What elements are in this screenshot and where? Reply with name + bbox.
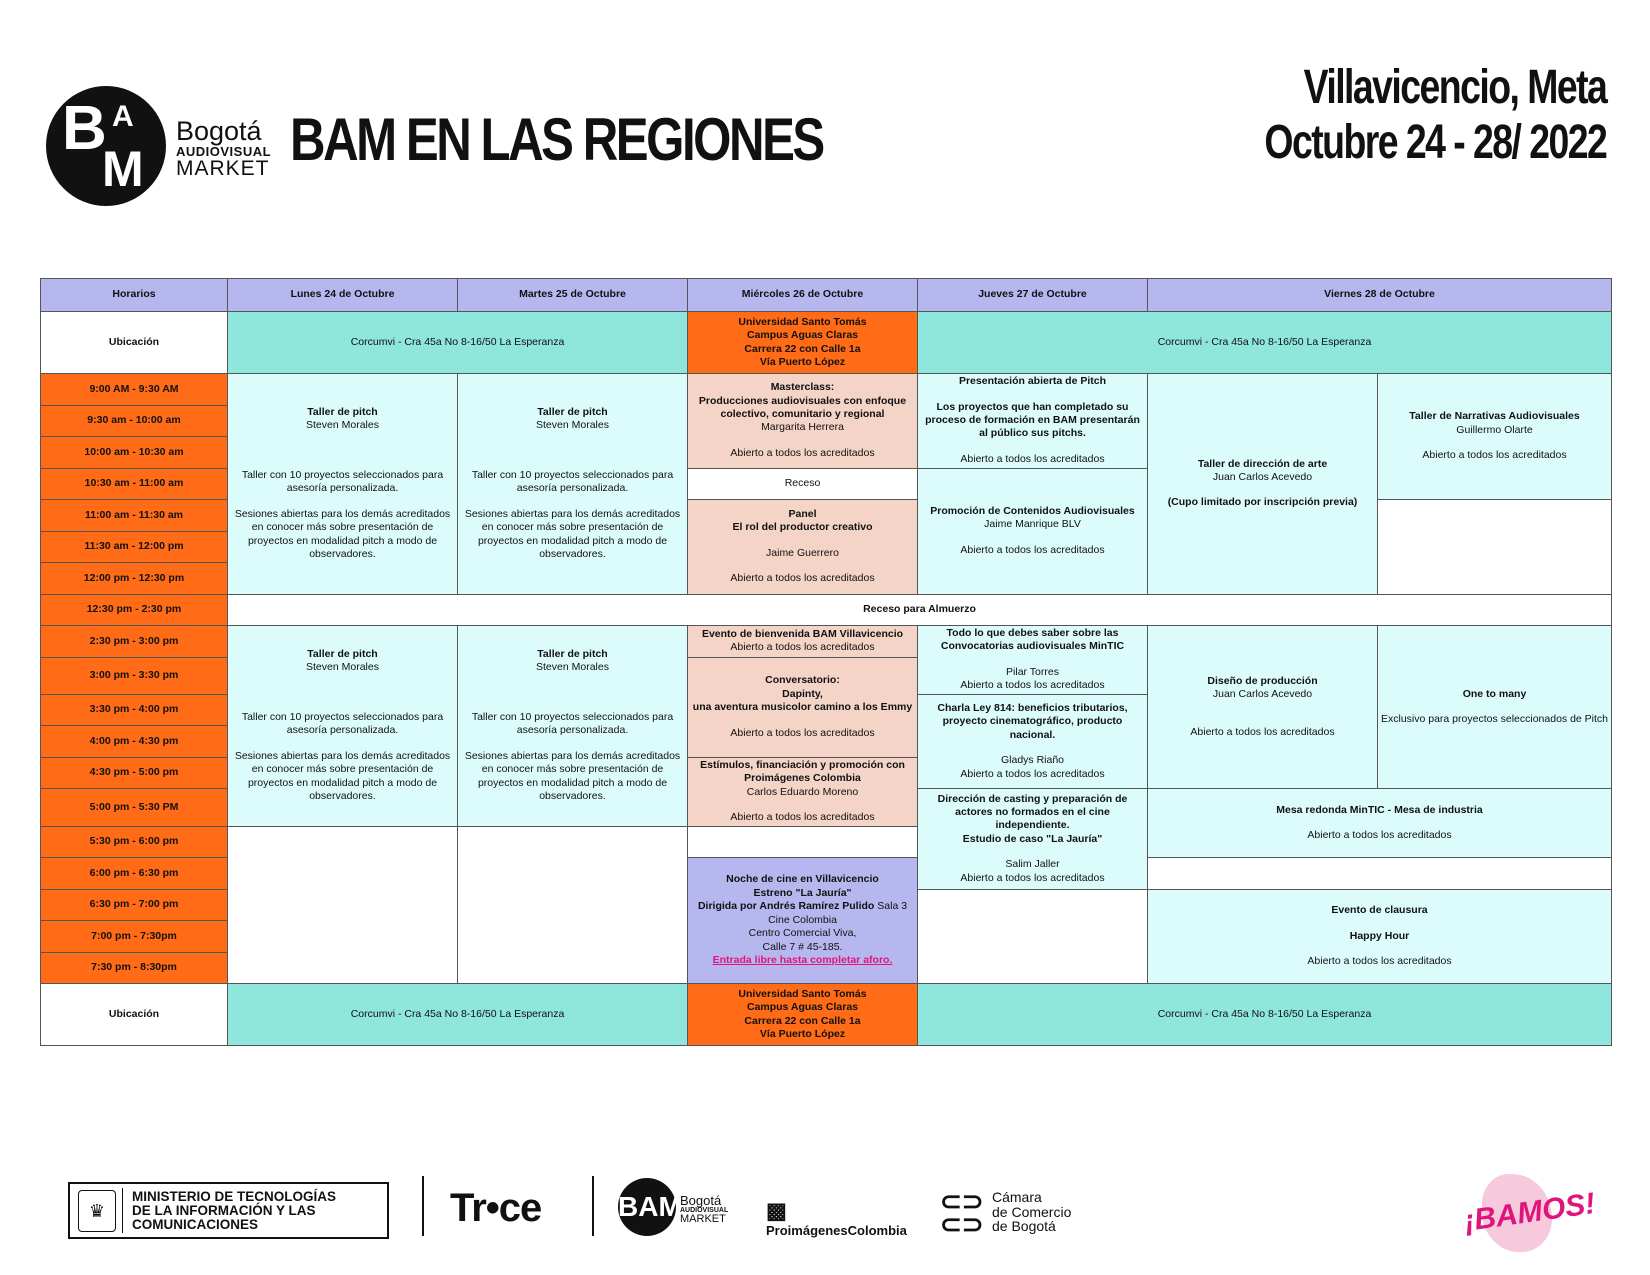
proimagenes-icon: ▩ [766,1198,787,1223]
event-access: Abierto a todos los acreditados [1422,449,1567,462]
event-title: Dirección de casting y preparación de actores no formados en el cine independiente. [937,792,1128,832]
event-title: Todo lo que debes saber sobre las [946,627,1119,639]
event-desc: Exclusivo para proyectos seleccionados de Pitch [1380,713,1609,726]
time-slot: 12:30 pm - 2:30 pm [41,594,228,626]
event-desc: Taller con 10 proyectos seleccionados para asesoría personalizada. [471,710,674,737]
header-jueves: Jueves 27 de Octubre [918,279,1148,312]
wed-estimulos [688,757,918,826]
event-title: Presentación abierta de Pitch [958,375,1107,388]
bam-footer-line: MARKET [680,1213,726,1225]
event-title: Taller de pitch [307,648,378,660]
time-slot: 7:00 pm - 7:30pm [41,921,228,953]
event-access: Abierto a todos los acreditados [730,446,875,459]
event-desc: Taller con 10 proyectos seleccionados para asesoría personalizada. [241,468,444,495]
fri-arte-workshop [1148,374,1378,595]
event-title: Conversatorio: [765,674,840,687]
tue-pm-pitch [458,626,688,827]
event-address: Calle 7 # 45-185. [762,940,843,953]
event-title: Noche de cine en Villavicencio [726,873,879,886]
loc-line: Campus Aguas Claras [746,1001,859,1014]
event-access: Abierto a todos los acreditados [1190,725,1335,738]
camara-line: de Comercio [992,1203,1072,1220]
time-slot: 3:00 pm - 3:30 pm [41,657,228,694]
event-dates: Octubre 24 - 28/ 2022 [1264,116,1606,170]
fri-empty-am [1378,500,1612,595]
camara-line: de Bogotá [992,1218,1056,1235]
event-title: Estudio de caso "La Jauría" [962,832,1103,845]
wed-noche-de-cine [688,858,918,984]
table-row [41,594,1612,626]
mintic-line-2: DE LA INFORMACIÓN Y LAS [132,1203,316,1219]
loc-line: Universidad Santo Tomás [738,987,867,1000]
loc-line: Carrera 22 con Calle 1a [744,342,861,355]
event-speaker: Juan Carlos Acevedo [1212,688,1313,701]
header-horarios: Horarios [41,279,228,312]
header-martes: Martes 25 de Octubre [458,279,688,312]
event-title: Promoción de Contenidos Audiovisuales [930,504,1135,517]
sponsor-footer [0,1160,1650,1240]
event-title: Dapinty, [782,687,823,700]
loc-line: Campus Aguas Claras [746,329,859,342]
event-title: Taller de pitch [537,406,608,418]
tue-evening-empty [458,826,688,984]
loc-line: Universidad Santo Tomás [738,315,867,328]
event-speaker: Steven Morales [536,419,609,432]
bam-footer-wordmark [680,1194,728,1225]
event-venue: Cine Colombia [768,913,837,926]
time-slot: 4:00 pm - 4:30 pm [41,726,228,758]
location-corcumvi-mon-tue: Corcumvi - Cra 45a No 8-16/50 La Esperanza [228,312,688,374]
event-title: Dirigida por Andrés Ramírez Pulido [697,900,875,913]
location-corcumvi-thu-fri: Corcumvi - Cra 45a No 8-16/50 La Esperanza [918,984,1612,1046]
time-slot: 10:30 am - 11:00 am [41,468,228,500]
bam-footer-line: AUDIOVISUAL [680,1207,729,1214]
time-slot: 10:00 am - 10:30 am [41,437,228,469]
event-title: Taller de pitch [307,406,378,418]
event-access: Abierto a todos los acreditados [1307,829,1452,842]
page-title: BAM EN LAS REGIONES [290,106,823,173]
free-entry-link[interactable]: Entrada libre hasta completar aforo. [712,954,893,967]
bam-footer-line: Bogotá [680,1193,722,1208]
event-desc: Sesiones abiertas para los demás acreditados en conocer más sobre presentación de proyectos en modalidad pitch a modo de observadores. [234,749,451,803]
event-venue: Centro Comercial Viva, [748,927,857,940]
brand-line-3: MARKET [176,157,270,180]
camara-icon: ⊂⊃ ⊂⊃ [940,1186,984,1240]
event-title: Estreno "La Jauría" [753,886,852,899]
thu-pitch-presentation [918,374,1148,469]
header-lunes: Lunes 24 de Octubre [228,279,458,312]
time-slot: 5:00 pm - 5:30 PM [41,789,228,826]
time-slot: 11:30 am - 12:00 pm [41,531,228,563]
table-header-row [41,279,1612,312]
time-slot: 5:30 pm - 6:00 pm [41,826,228,858]
event-title: El rol del productor creativo [732,521,873,534]
event-desc: Sesiones abiertas para los demás acreditados en conocer más sobre presentación de proyectos en modalidad pitch a modo de observadores. [234,507,451,561]
event-speaker: Steven Morales [536,661,609,674]
table-row [41,626,1612,658]
event-speaker: Jaime Guerrero [766,546,839,559]
fri-mesa-redonda [1148,789,1612,858]
event-title: Masterclass: [770,381,835,394]
fri-narrativas-workshop [1378,374,1612,500]
wed-empty-slot [688,826,918,858]
fri-diseno-produccion [1148,626,1378,789]
location-corcumvi-mon-tue: Corcumvi - Cra 45a No 8-16/50 La Esperanza [228,984,688,1046]
footer-divider [422,1176,424,1236]
location-row-top [41,312,1612,374]
mintic-line-1: MINISTERIO DE TECNOLOGÍAS [132,1189,337,1204]
event-speaker: Pilar Torres [1006,665,1059,678]
event-speaker: Carlos Eduardo Moreno [746,785,859,798]
loc-line: Vía Puerto López [759,355,846,368]
event-title: One to many [1462,687,1527,700]
event-speaker: Gladys Riaño [1000,754,1065,767]
event-title: Mesa redonda MinTIC - Mesa de industria [1276,803,1483,816]
mon-evening-empty [228,826,458,984]
event-subtitle: Happy Hour [1349,929,1410,942]
event-place-date [1168,60,1606,170]
event-note: (Cupo limitado por inscripción previa) [1167,496,1358,509]
proimagenes-logo [766,1200,907,1237]
bamos-logo [1460,1170,1598,1260]
event-room: Sala 3 [877,900,908,913]
logo-letter-m: M [102,141,144,197]
event-speaker: Margarita Herrera [761,421,844,434]
event-access: Abierto a todos los acreditados [730,641,875,654]
event-speaker: Steven Morales [306,661,379,674]
event-desc: Sesiones abiertas para los demás acreditados en conocer más sobre presentación de proyectos en modalidad pitch a modo de observadores. [464,749,681,803]
event-access: Abierto a todos los acreditados [960,679,1105,692]
event-title: Evento de bienvenida BAM Villavicencio [701,627,904,640]
event-title: Evento de clausura [1331,904,1428,917]
fri-one-to-many [1378,626,1612,789]
mintic-logo [68,1182,389,1239]
footer-divider [592,1176,594,1236]
trece-logo: Tr•ce [450,1186,542,1230]
event-title: Taller de dirección de arte [1197,457,1328,470]
coat-of-arms-icon: ♛ [78,1190,116,1232]
header-miercoles: Miércoles 26 de Octubre [688,279,918,312]
time-slot: 6:00 pm - 6:30 pm [41,858,228,890]
thu-ley-814 [918,694,1148,789]
time-slot: 9:30 am - 10:00 am [41,405,228,437]
mon-pm-pitch [228,626,458,827]
event-access: Abierto a todos los acreditados [730,572,875,585]
logo-letter-a: A [112,100,134,133]
wed-panel [688,500,918,595]
event-speaker: Juan Carlos Acevedo [1212,471,1313,484]
event-access: Abierto a todos los acreditados [730,811,875,824]
camara-line: Cámara [992,1189,1042,1205]
time-slot: 4:30 pm - 5:00 pm [41,757,228,789]
loc-line: Vía Puerto López [759,1027,846,1040]
logo-letter-b: B [62,94,107,163]
event-access: Abierto a todos los acreditados [1307,954,1452,967]
header-viernes: Viernes 28 de Octubre [1148,279,1612,312]
time-slot: 7:30 pm - 8:30pm [41,952,228,984]
event-title: Taller de Narrativas Audiovisuales [1409,410,1580,423]
mon-am-pitch [228,374,458,595]
proimagenes-text: ProimágenesColombia [766,1223,907,1238]
bam-logo [46,86,166,206]
tue-am-pitch [458,374,688,595]
event-speaker: Jaime Manrique BLV [984,518,1081,531]
event-title: una aventura musicolor camino a los Emmy [692,701,913,714]
thu-mintic-convocatorias [918,626,1148,695]
ubicacion-label: Ubicación [41,984,228,1046]
mintic-line-3: COMUNICACIONES [132,1217,259,1233]
brand-line-2: AUDIOVISUAL [176,144,272,159]
thu-evening-empty [918,889,1148,984]
event-access: Abierto a todos los acreditados [730,726,875,739]
location-row-bottom [41,984,1612,1046]
location-santo-tomas [688,984,918,1046]
table-row [41,374,1612,406]
wed-receso: Receso [688,468,918,500]
event-desc: Taller con 10 proyectos seleccionados para asesoría personalizada. [471,468,674,495]
bam-footer-logo: BAM [618,1178,676,1236]
event-title: Convocatorias audiovisuales MinTIC [940,640,1125,653]
event-title: Diseño de producción [1207,674,1318,687]
brand-wordmark [176,118,271,179]
event-desc: Taller con 10 proyectos seleccionados para asesoría personalizada. [241,710,444,737]
event-access: Abierto a todos los acreditados [960,543,1105,556]
loc-line: Carrera 22 con Calle 1a [744,1014,861,1027]
event-speaker: Salim Jaller [1005,858,1060,871]
time-slot: 2:30 pm - 3:00 pm [41,626,228,658]
time-slot: 12:00 pm - 12:30 pm [41,563,228,595]
wed-welcome [688,626,918,658]
event-speaker: Steven Morales [306,419,379,432]
time-slot: 6:30 pm - 7:00 pm [41,889,228,921]
event-city: Villavicencio, Meta [1303,61,1606,114]
event-title: Panel [788,507,817,520]
wed-conversatorio [688,657,918,757]
event-title: Producciones audiovisuales con enfoque colectivo, comunitario y regional [698,394,907,421]
fri-empty-slot [1148,858,1612,890]
lunch-break: Receso para Almuerzo [228,594,1612,626]
event-title: Charla Ley 814: beneficios tributarios, proyecto cinematográfico, producto nacional. [937,701,1128,741]
schedule-table [40,278,1612,1046]
camara-comercio-logo [992,1190,1071,1234]
event-access: Abierto a todos los acreditados [960,452,1105,465]
event-speaker: Guillermo Olarte [1456,423,1533,436]
event-desc: Los proyectos que han completado su proceso de formación en BAM presentarán al público sus pitchs. [925,400,1140,440]
fri-clausura [1148,889,1612,984]
wed-masterclass [688,374,918,469]
brand-line-1: Bogotá [176,116,262,146]
thu-promo-contenidos [918,468,1148,594]
bamos-text: ¡BAMOS! [1462,1187,1598,1239]
thu-casting [918,789,1148,889]
time-slot: 9:00 AM - 9:30 AM [41,374,228,406]
event-title: Taller de pitch [537,648,608,660]
event-title: Estímulos, financiación y promoción con Proimágenes Colombia [700,758,905,785]
event-desc: Sesiones abiertas para los demás acreditados en conocer más sobre presentación de proyectos en modalidad pitch a modo de observadores. [464,507,681,561]
ubicacion-label: Ubicación [41,312,228,374]
event-access: Abierto a todos los acreditados [960,871,1105,884]
location-corcumvi-thu-fri: Corcumvi - Cra 45a No 8-16/50 La Esperanza [918,312,1612,374]
event-access: Abierto a todos los acreditados [960,767,1105,780]
location-santo-tomas [688,312,918,374]
time-slot: 3:30 pm - 4:00 pm [41,694,228,726]
time-slot: 11:00 am - 11:30 am [41,500,228,532]
